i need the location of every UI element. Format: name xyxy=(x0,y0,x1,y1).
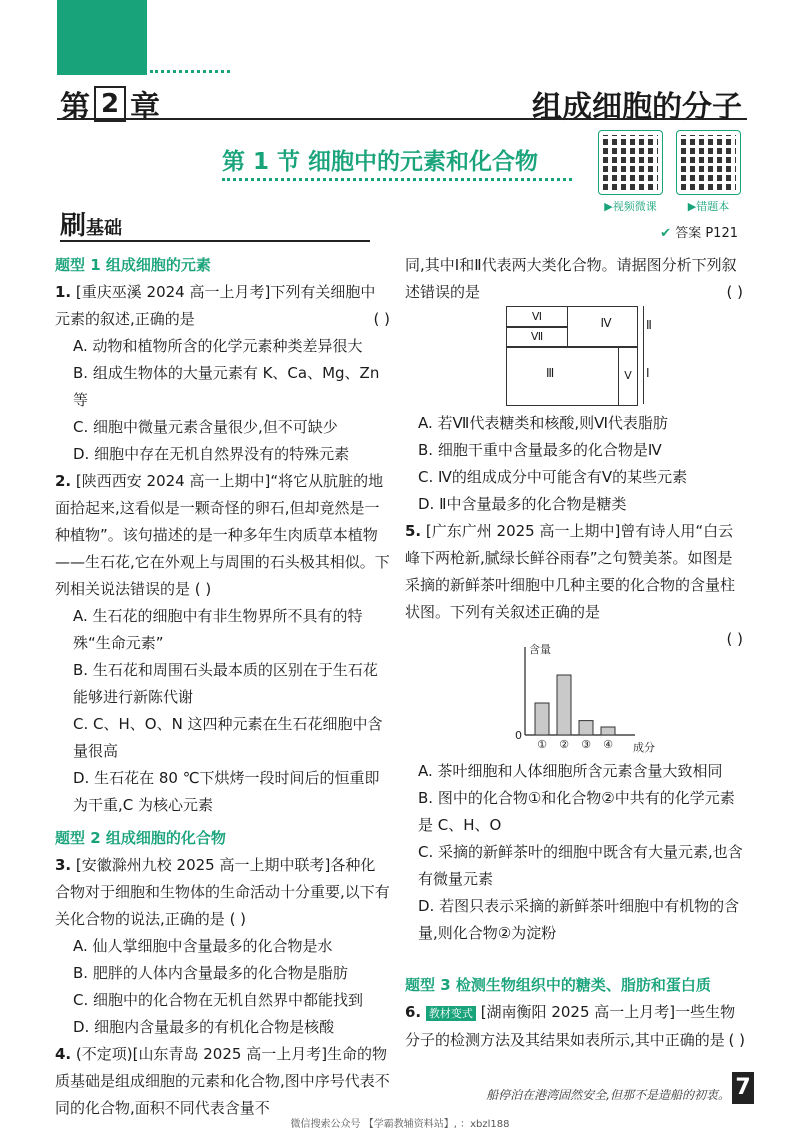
question-3 xyxy=(55,852,390,1041)
y-axis-label: 含量 xyxy=(529,643,551,656)
answer-ref xyxy=(660,222,738,241)
topic-2-heading: 题型 2 组成细胞的化合物 xyxy=(55,829,226,847)
option-c: C. 细胞中微量元素含量很少,但不可缺少 xyxy=(73,418,338,436)
qr-code-icon xyxy=(676,130,741,195)
question-text: (不定项)[山东青岛 2025 高一上月考]生命的物质基础是组成细胞的元素和化合物,图中序号代表不同的化合物,面积不同代表含量不 xyxy=(55,1045,390,1117)
question-5-options xyxy=(418,758,748,947)
question-number: 4. xyxy=(55,1045,72,1063)
option-c: C. 细胞中的化合物在无机自然界中都能找到 xyxy=(73,991,364,1009)
label-i: Ⅰ xyxy=(646,366,650,380)
category-label: ① xyxy=(537,738,547,751)
bar xyxy=(557,675,571,735)
qr-code-icon xyxy=(598,130,663,195)
region-v: Ⅴ xyxy=(618,346,638,406)
question-4-options xyxy=(418,410,748,518)
question-number: 5. xyxy=(405,522,422,540)
answer-blank: ( ) xyxy=(728,1031,745,1049)
brand-underline xyxy=(60,240,370,242)
section-underline xyxy=(222,178,572,181)
question-4 xyxy=(55,1041,390,1122)
bracket-ii xyxy=(639,306,644,346)
question-number: 3. xyxy=(55,856,72,874)
question-2 xyxy=(55,468,390,819)
bar xyxy=(535,703,549,735)
question-text: [湖南衡阳 2025 高一上月考]一些生物分子的检测方法及其结果如表所示,其中正确的是 xyxy=(405,1003,736,1049)
question-text: [重庆巫溪 2024 高一上月考]下列有关细胞中元素的叙述,正确的是 xyxy=(55,283,376,328)
textbook-variant-badge: 教材变式 xyxy=(426,1006,476,1021)
bottom-info: 微信搜索公众号 【学霸教辅资料站】, ：xbzl188 xyxy=(290,1119,510,1130)
bar xyxy=(601,727,615,735)
option-a: A. 生石花的细胞中有非生物界所不具有的特殊“生命元素” xyxy=(73,607,363,652)
region-iii: Ⅲ xyxy=(546,366,555,380)
option-c: C. Ⅳ的组成成分中可能含有Ⅴ的某些元素 xyxy=(418,468,688,486)
option-b: B. 组成生物体的大量元素有 K、Ca、Mg、Zn 等 xyxy=(73,364,380,409)
brand-main: 刷 xyxy=(60,211,87,241)
label-ii: Ⅱ xyxy=(646,318,652,332)
brand-label xyxy=(60,205,122,242)
option-a: A. 仙人掌细胞中含量最多的化合物是水 xyxy=(73,937,333,955)
question-number: 6. xyxy=(405,1003,422,1021)
answer-blank: ( ) xyxy=(229,910,247,928)
question-1 xyxy=(55,279,390,468)
chapter-title: 组成细胞的分子 xyxy=(532,90,742,125)
option-b: B. 肥胖的人体内含量最多的化合物是脂肪 xyxy=(73,964,348,982)
region-iv: Ⅳ xyxy=(600,316,612,330)
answer-text: 答案 P121 xyxy=(675,226,738,241)
option-b: B. 图中的化合物①和化合物②中共有的化学元素是 C、H、O xyxy=(418,789,735,834)
question-text: [安徽滁州九校 2025 高一上期中联考]各种化合物对于细胞和生物体的生命活动十分重要,以下有关化合物的说法,正确的是 xyxy=(55,856,390,928)
x-axis-label: 成分 xyxy=(633,741,655,754)
chapter-number: 2 xyxy=(94,86,126,122)
bar-chart xyxy=(500,640,660,760)
option-a: A. 动物和植物所含的化学元素种类差异很大 xyxy=(73,337,363,355)
header-green-block xyxy=(57,0,147,75)
chapter-suffix: 章 xyxy=(130,90,160,125)
region-vi: Ⅵ xyxy=(506,306,568,328)
category-label: ③ xyxy=(581,738,591,751)
option-b: B. 细胞干重中含量最多的化合物是Ⅳ xyxy=(418,441,662,459)
question-text: [陕西西安 2024 高一上期中]“将它从肮脏的地面拾起来,这看似是一颗奇怪的卵石,但却竟然是一种植物”。该句描述的是一种多年生肉质草本植物——生石花,它在外观上与周围的石头极其相似。下列相关说法错误的是 xyxy=(55,472,390,598)
qr-video[interactable] xyxy=(598,130,663,214)
answer-blank: ( ) xyxy=(373,310,390,328)
category-label: ④ xyxy=(603,738,613,751)
check-icon: ✔ xyxy=(660,226,672,241)
question-4-continued: 同,其中Ⅰ和Ⅱ代表两大类化合物。请据图分析下列叙述错误的是 xyxy=(405,256,737,301)
option-d: D. 生石花在 80 ℃下烘烤一段时间后的恒重即为干重,C 为核心元素 xyxy=(73,769,380,814)
brand-sub: 基础 xyxy=(86,218,123,239)
qr-wrongbook-label: ▶错题本 xyxy=(687,200,730,213)
option-d: D. 若图只表示采摘的新鲜茶叶细胞中有机物的含量,则化合物②为淀粉 xyxy=(418,897,740,942)
header-dots xyxy=(150,70,230,73)
bar xyxy=(579,721,593,735)
option-a: A. 若Ⅶ代表糖类和核酸,则Ⅵ代表脂肪 xyxy=(418,414,668,432)
option-d: D. Ⅱ中含量最多的化合物是糖类 xyxy=(418,495,627,513)
question-text: [广东广州 2025 高一上期中]曾有诗人用“白云峰下两枪新,腻绿长鲜谷雨春”之句赞美茶。如图是采摘的新鲜茶叶细胞中几种主要的化合物的含量柱状图。下列有关叙述正确的是 xyxy=(405,522,736,621)
option-a: A. 茶叶细胞和人体细胞所含元素含量大致相同 xyxy=(418,762,723,780)
option-d: D. 细胞内含量最多的有机化合物是核酸 xyxy=(73,1018,335,1036)
page-number: 7 xyxy=(732,1072,754,1104)
qr-video-label: ▶视频微课 xyxy=(604,200,657,213)
right-column-bottom xyxy=(405,972,745,1054)
question-5 xyxy=(405,518,743,653)
topic-3-heading: 题型 3 检测生物组织中的糖类、脂肪和蛋白质 xyxy=(405,976,711,994)
option-b: B. 生石花和周围石头最本质的区别在于生石花能够进行新陈代谢 xyxy=(73,661,378,706)
question-number: 2. xyxy=(55,472,72,490)
left-column xyxy=(55,252,390,1122)
area-figure xyxy=(506,306,656,406)
bracket-i xyxy=(639,346,644,404)
option-d: D. 细胞中存在无机自然界没有的特殊元素 xyxy=(73,445,350,463)
origin-label: 0 xyxy=(515,729,522,742)
topic-1-heading: 题型 1 组成细胞的元素 xyxy=(55,256,211,274)
answer-blank: ( ) xyxy=(194,580,212,598)
section-title: 第 1 节 细胞中的元素和化合物 xyxy=(222,149,539,175)
answer-blank: ( ) xyxy=(726,283,743,301)
option-c: C. 采摘的新鲜茶叶的细胞中既含有大量元素,也含有微量元素 xyxy=(418,843,743,888)
chapter-prefix: 第 xyxy=(60,90,90,125)
answer-blank: ( ) xyxy=(726,630,743,648)
option-c: C. C、H、O、N 这四种元素在生石花细胞中含量很高 xyxy=(73,715,383,760)
region-vii: Ⅶ xyxy=(506,326,568,348)
question-number: 1. xyxy=(55,283,72,301)
footer-quote: 船停泊在港湾固然安全,但那不是造船的初衷。 xyxy=(486,1088,730,1102)
qr-wrongbook[interactable] xyxy=(676,130,741,214)
header-divider xyxy=(57,118,747,120)
right-column-top xyxy=(405,252,743,306)
category-label: ② xyxy=(559,738,569,751)
